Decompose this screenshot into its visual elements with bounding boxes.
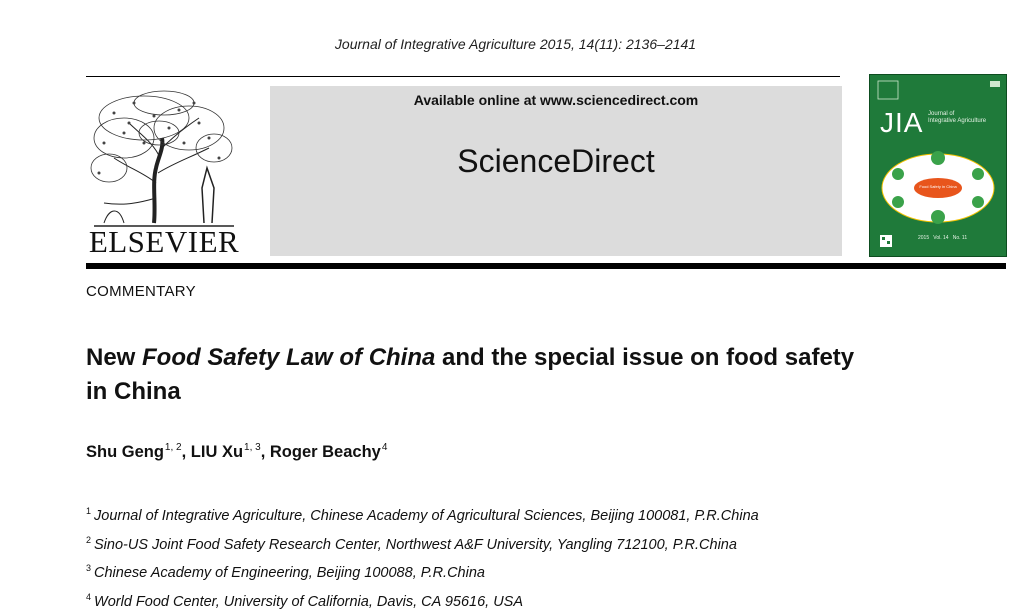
affiliation-number: 2 (86, 534, 92, 545)
journal-citation: Journal of Integrative Agriculture 2015, 14(11): 2136–2141 (334, 36, 697, 52)
cover-issue-info: 2015 Vol. 14 No. 11 (918, 235, 968, 241)
top-rule (86, 76, 840, 77)
cover-abbrev: JIA (880, 107, 924, 138)
author-affil-ref: 1, 2 (164, 442, 182, 453)
affiliation-list (86, 500, 759, 614)
title-part1: New (86, 344, 143, 371)
affiliation-number: 3 (86, 563, 92, 573)
journal-cover-image (869, 74, 1007, 257)
affiliation-number: 1 (86, 506, 92, 516)
cover-journal-name-line1: Journal of (928, 111, 955, 117)
affiliation-item (86, 529, 759, 558)
title-italic: Food Safety Law of China (142, 344, 436, 371)
affiliation-item (86, 500, 759, 529)
affiliation-text: Journal of Integrative Agriculture, Chinese Academy of Agricultural Sciences, Beijing 100081, P.R.China (94, 508, 759, 524)
author-affil-ref: 1, 3 (244, 442, 261, 453)
available-online-text[interactable]: Available online at www.sciencedirect.com (413, 92, 699, 108)
author-name[interactable]: LIU Xu (190, 443, 244, 461)
article-title (86, 341, 1016, 409)
affiliation-item (86, 557, 759, 586)
cover-journal-name-line2: Integrative Agriculture (928, 118, 987, 124)
publisher-wordmark: ELSEVIER (88, 224, 240, 259)
sciencedirect-title[interactable]: ScienceDirect (457, 143, 655, 179)
section-label: COMMENTARY (86, 283, 196, 300)
cover-art (870, 75, 1006, 256)
author-separator: , (260, 443, 270, 461)
cover-journal-name (928, 111, 986, 125)
title-line2: in China (86, 378, 181, 405)
author-name[interactable]: Roger Beachy (269, 443, 381, 461)
author-affil-ref: 4 (381, 442, 388, 453)
author-name[interactable]: Shu Geng (86, 443, 164, 461)
header-rule (86, 263, 1006, 269)
affiliation-text: Sino-US Joint Food Safety Research Center, Northwest A&F University, Yangling 712100, P.R.China (94, 536, 737, 553)
affiliation-text: Chinese Academy of Engineering, Beijing 100088, P.R.China (94, 565, 485, 581)
cover-center-label: Food Safety in China (919, 184, 957, 189)
title-part2: and the special issue on food safety (435, 344, 855, 371)
affiliation-item (86, 586, 759, 614)
author-separator: , (181, 443, 191, 461)
author-list (86, 442, 387, 462)
affiliation-text: World Food Center, University of California, Davis, CA 95616, USA (94, 593, 524, 610)
affiliation-number: 4 (86, 591, 92, 602)
